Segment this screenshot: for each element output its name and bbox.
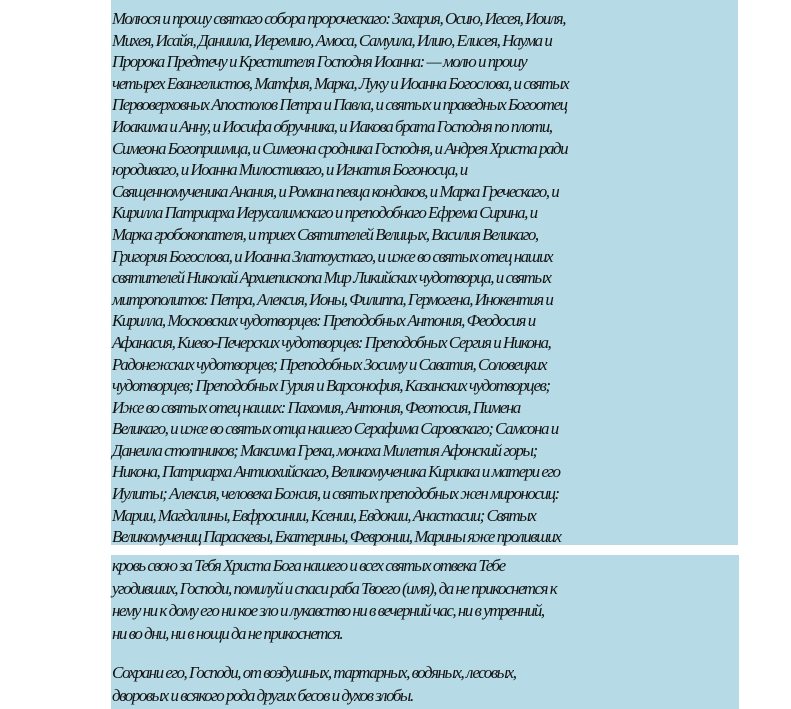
text-line: Симеона Богоприимца, и Симеона сродника Господня, и Андрея Христа ради <box>112 138 568 158</box>
text-line: Афанасия, Киево-Печерских чудотворцев: Преподобных Сергия и Никона, <box>112 332 551 352</box>
text-line: Никона, Патриарха Антиохийскаго, Великомученика Кириака и матери его <box>112 462 560 482</box>
prayer-text-block-lower <box>111 555 739 709</box>
text-line: Михея, Исайя, Даниила, Иеремию, Амоса, Самуила, Илию, Елисея, Наума и <box>112 30 552 50</box>
paragraph-gap <box>112 645 739 662</box>
text-line: Молюся и прошу святаго собора пророческаго: Захария, Осию, Иесея, Иоиля, <box>112 9 565 28</box>
text-line: Иже во святых отец наших: Пахомия, Антония, Феотосия, Пимена <box>112 397 520 417</box>
text-line: Великаго, и иже во святых отца нашего Серафима Саровскаго; Самсона и <box>112 419 558 439</box>
text-line: Марии, Магдалины, Евфросинии, Ксении, Евдокии, Анастасии; Святых <box>112 505 536 525</box>
text-line: ни во дни, ни в нощи да не прикоснется. <box>112 623 343 643</box>
text-line: четырех Евангелистов, Матфия, Марка, Луку и Иоанна Богослова, и святых <box>112 73 569 93</box>
text-line: Пророка Предтечу и Крестителя Господня Иоанна: — молю и прошу <box>112 52 527 72</box>
text-line: чудотворцев; Преподобных Гурия и Варсонофия, Казанских чудотворцев; <box>112 376 550 396</box>
text-line: кровь свою за Тебя Христа Бога нашего и всех святых отвека Тебе <box>112 556 505 575</box>
prayer-text-block-upper <box>111 0 738 545</box>
text-line: Григория Богослова, и Иоанна Златоустаго, и иже во святых отец наших <box>112 246 553 266</box>
text-line: Кирилла, Московских чудотворцев: Преподобных Антония, Феодосия и <box>112 311 535 331</box>
text-line: угодивших, Господи, помилуй и спаси раба Твоего (имя), да не прикоснется к <box>112 578 557 598</box>
text-line: святителей Николай Архиепископа Мир Ликийских чудотворца, и святых <box>112 268 551 288</box>
text-line: Великомучениц Параскевы, Екатерины, Февронии, Марины яже проливших <box>112 527 561 547</box>
text-line: Священномученика Анания, и Романа певца кондаков, и Марка Греческаго, и <box>112 181 559 201</box>
text-line: юродиваго, и Иоанна Милостиваго, и Игнатия Богоносца, и <box>112 160 467 180</box>
text-line: Данеила столпников; Максима Грека, монаха Милетия Афонский горы; <box>112 440 537 460</box>
text-line: Кирилла Патриарха Иерусалимскаго и преподобнаго Ефрема Сирина, и <box>112 203 537 223</box>
text-line: Сохрани его, Господи, от воздушных, тартарных, водяных, лесовых, <box>112 663 516 682</box>
text-line: Марка гробокопателя, и триех Святителей Велицых, Василия Великаго, <box>112 224 538 244</box>
text-line: нему ни к дому его ни кое зло и лукавство ни в вечерний час, ни в утренний, <box>112 601 544 620</box>
text-line: Иоакима и Анну, и Иосифа обручника, и Иакова брата Господня по плоти, <box>112 116 552 136</box>
text-line: Первоверховных Апостолов Петра и Павла, и святых и праведных Богоотец <box>112 95 567 115</box>
text-line: дворовых и всякого рода других бесов и духов злобы. <box>112 685 413 705</box>
text-line: митрополитов: Петра, Алексия, Ионы, Филиппа, Гермогена, Инокентия и <box>112 289 553 309</box>
text-line: Иулиты; Алексия, человека Божия, и святых преподобных жен мироносиц: <box>112 484 559 504</box>
text-line: Радонежских чудотворцев; Преподобных Зосиму и Саватия, Соловецких <box>112 354 547 374</box>
